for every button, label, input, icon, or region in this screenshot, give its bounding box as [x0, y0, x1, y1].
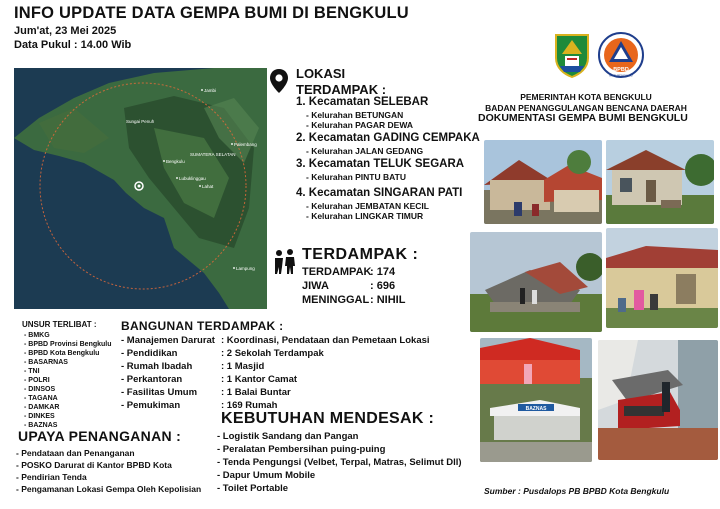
government-line2: BADAN PENANGGULANGAN BENCANA DAERAH [485, 103, 687, 113]
affected-row [302, 294, 405, 306]
map-label: Lampung [236, 266, 255, 271]
map-graphic [14, 68, 267, 309]
photo-crushed-car [598, 340, 718, 460]
urgent-needs-heading: KEBUTUHAN MENDESAK : [221, 410, 435, 427]
map-label: SUMATERA SELATAN [190, 152, 236, 157]
urgent-need-item: - Peralatan Pembersihan puing-puing [217, 444, 386, 455]
agency-item: - BPBD Kota Bengkulu [24, 350, 100, 357]
location-village: - Kelurahan PAGAR DEWA [306, 120, 414, 130]
locations-heading-line2: TERDAMPAK : [296, 82, 387, 97]
response-item: - Pendirian Tenda [16, 472, 87, 482]
building-label: - Pendidikan [121, 348, 178, 359]
map-label: Bengkulu [166, 159, 185, 164]
map-label: Lahat [202, 184, 214, 189]
agency-item: - DINKES [24, 413, 55, 420]
agency-item: - BPBD Provinsi Bengkulu [24, 341, 112, 348]
agency-item: - POLRI [24, 377, 50, 384]
urgent-need-item: - Logistik Sandang dan Pangan [217, 431, 359, 442]
government-line1: PEMERINTAH KOTA BENGKULU [520, 92, 652, 102]
documentation-title: DOKUMENTASI GEMPA BUMI BENGKULU [478, 112, 688, 124]
agency-item: - BAZNAS [24, 422, 58, 429]
location-village: - Kelurahan JALAN GEDANG [306, 146, 424, 156]
people-icon [272, 248, 298, 274]
report-date: Jum'at, 23 Mei 2025 [14, 25, 117, 37]
building-label: - Rumah Ibadah [121, 361, 193, 372]
location-pin-icon [268, 68, 290, 94]
source-credit: Sumber : Pusdalops PB BPBD Kota Bengkulu [484, 486, 670, 496]
building-label: - Perkantoran [121, 374, 183, 385]
bpbd-logo-text: BPBD [613, 67, 629, 73]
urgent-need-item: - Dapur Umum Mobile [217, 470, 316, 481]
photo-damaged-house-1 [484, 140, 602, 224]
building-value: : 2 Sekolah Terdampak [221, 348, 324, 359]
bpbd-logo-subtext: KOTA BENGKULU [609, 73, 633, 78]
urgent-need-item: - Toilet Portable [217, 483, 289, 494]
response-item: - Pendataan dan Penanganan [16, 448, 135, 458]
city-emblem-logo [552, 32, 592, 78]
building-label: - Pemukiman [121, 400, 181, 411]
location-village: - Kelurahan JEMBATAN KECIL [306, 201, 429, 211]
location-district: 2. Kecamatan GADING CEMPAKA [296, 132, 480, 144]
affected-label: MENINGGAL [302, 294, 370, 306]
government-name [480, 92, 692, 103]
agency-item: - DINSOS [24, 386, 56, 393]
agency-item: - BASARNAS [24, 359, 68, 366]
building-value: : 1 Kantor Camat [221, 374, 298, 385]
affected-value: : 174 [370, 266, 396, 278]
agency-item: - TNI [24, 368, 40, 375]
affected-label: JIWA [302, 280, 329, 292]
map-label: Lubuklinggau [179, 176, 206, 181]
agencies-heading: UNSUR TERLIBAT : [22, 320, 97, 329]
agency-item: - DAMKAR [24, 404, 60, 411]
photo-affected-residents [606, 228, 718, 328]
response-heading: UPAYA PENANGANAN : [18, 428, 182, 444]
response-item: - Pengamanan Lokasi Gempa Oleh Kepolisian [16, 484, 202, 494]
location-village: - Kelurahan PINTU BATU [306, 172, 406, 182]
building-value: : 1 Balai Buntar [221, 387, 291, 398]
agency-item: - BMKG [24, 332, 50, 339]
page-title: INFO UPDATE DATA GEMPA BUMI DI BENGKULU [14, 4, 409, 22]
location-district: 4. Kecamatan SINGARAN PATI [296, 187, 463, 199]
map-label: Jambi [204, 88, 217, 93]
buildings-heading: BANGUNAN TERDAMPAK : [121, 319, 284, 333]
bpbd-logo [598, 32, 644, 78]
affected-row [302, 280, 395, 292]
affected-label: TERDAMPAK [302, 266, 372, 278]
locations-heading-line1: LOKASI [296, 66, 346, 81]
tent-banner-text: BAZNAS [525, 406, 547, 412]
building-value: : Koordinasi, Pendataan dan Pemetaan Lokasi [221, 335, 430, 346]
affected-heading: TERDAMPAK : [302, 246, 419, 263]
building-value: : 1 Masjid [221, 361, 265, 372]
urgent-need-item: - Tenda Pengungsi (Velbet, Terpal, Matras, Selimut Dll) [217, 457, 462, 468]
location-village: - Kelurahan BETUNGAN [306, 110, 404, 120]
affected-row [302, 266, 395, 278]
location-district: 1. Kecamatan SELEBAR [296, 96, 429, 108]
photo-collapsed-house [470, 232, 602, 332]
building-value: : 169 Rumah [221, 400, 278, 411]
locations-heading [296, 66, 386, 98]
building-label: - Fasilitas Umum [121, 387, 198, 398]
epicenter-map [14, 68, 267, 309]
photo-damaged-house-2 [606, 140, 714, 224]
location-village: - Kelurahan LINGKAR TIMUR [306, 211, 424, 221]
map-label: Sungai Penuh [126, 119, 155, 124]
building-label: - Manajemen Darurat [121, 335, 215, 346]
report-time: Data Pukul : 14.00 Wib [14, 39, 132, 51]
affected-value: : NIHIL [370, 294, 406, 306]
location-district: 3. Kecamatan TELUK SEGARA [296, 158, 465, 170]
photo-emergency-tents [480, 338, 592, 462]
affected-value: : 696 [370, 280, 396, 292]
response-item: - POSKO Darurat di Kantor BPBD Kota [16, 460, 172, 470]
agency-item: - TAGANA [24, 395, 58, 402]
map-label: Palembang [234, 142, 257, 147]
